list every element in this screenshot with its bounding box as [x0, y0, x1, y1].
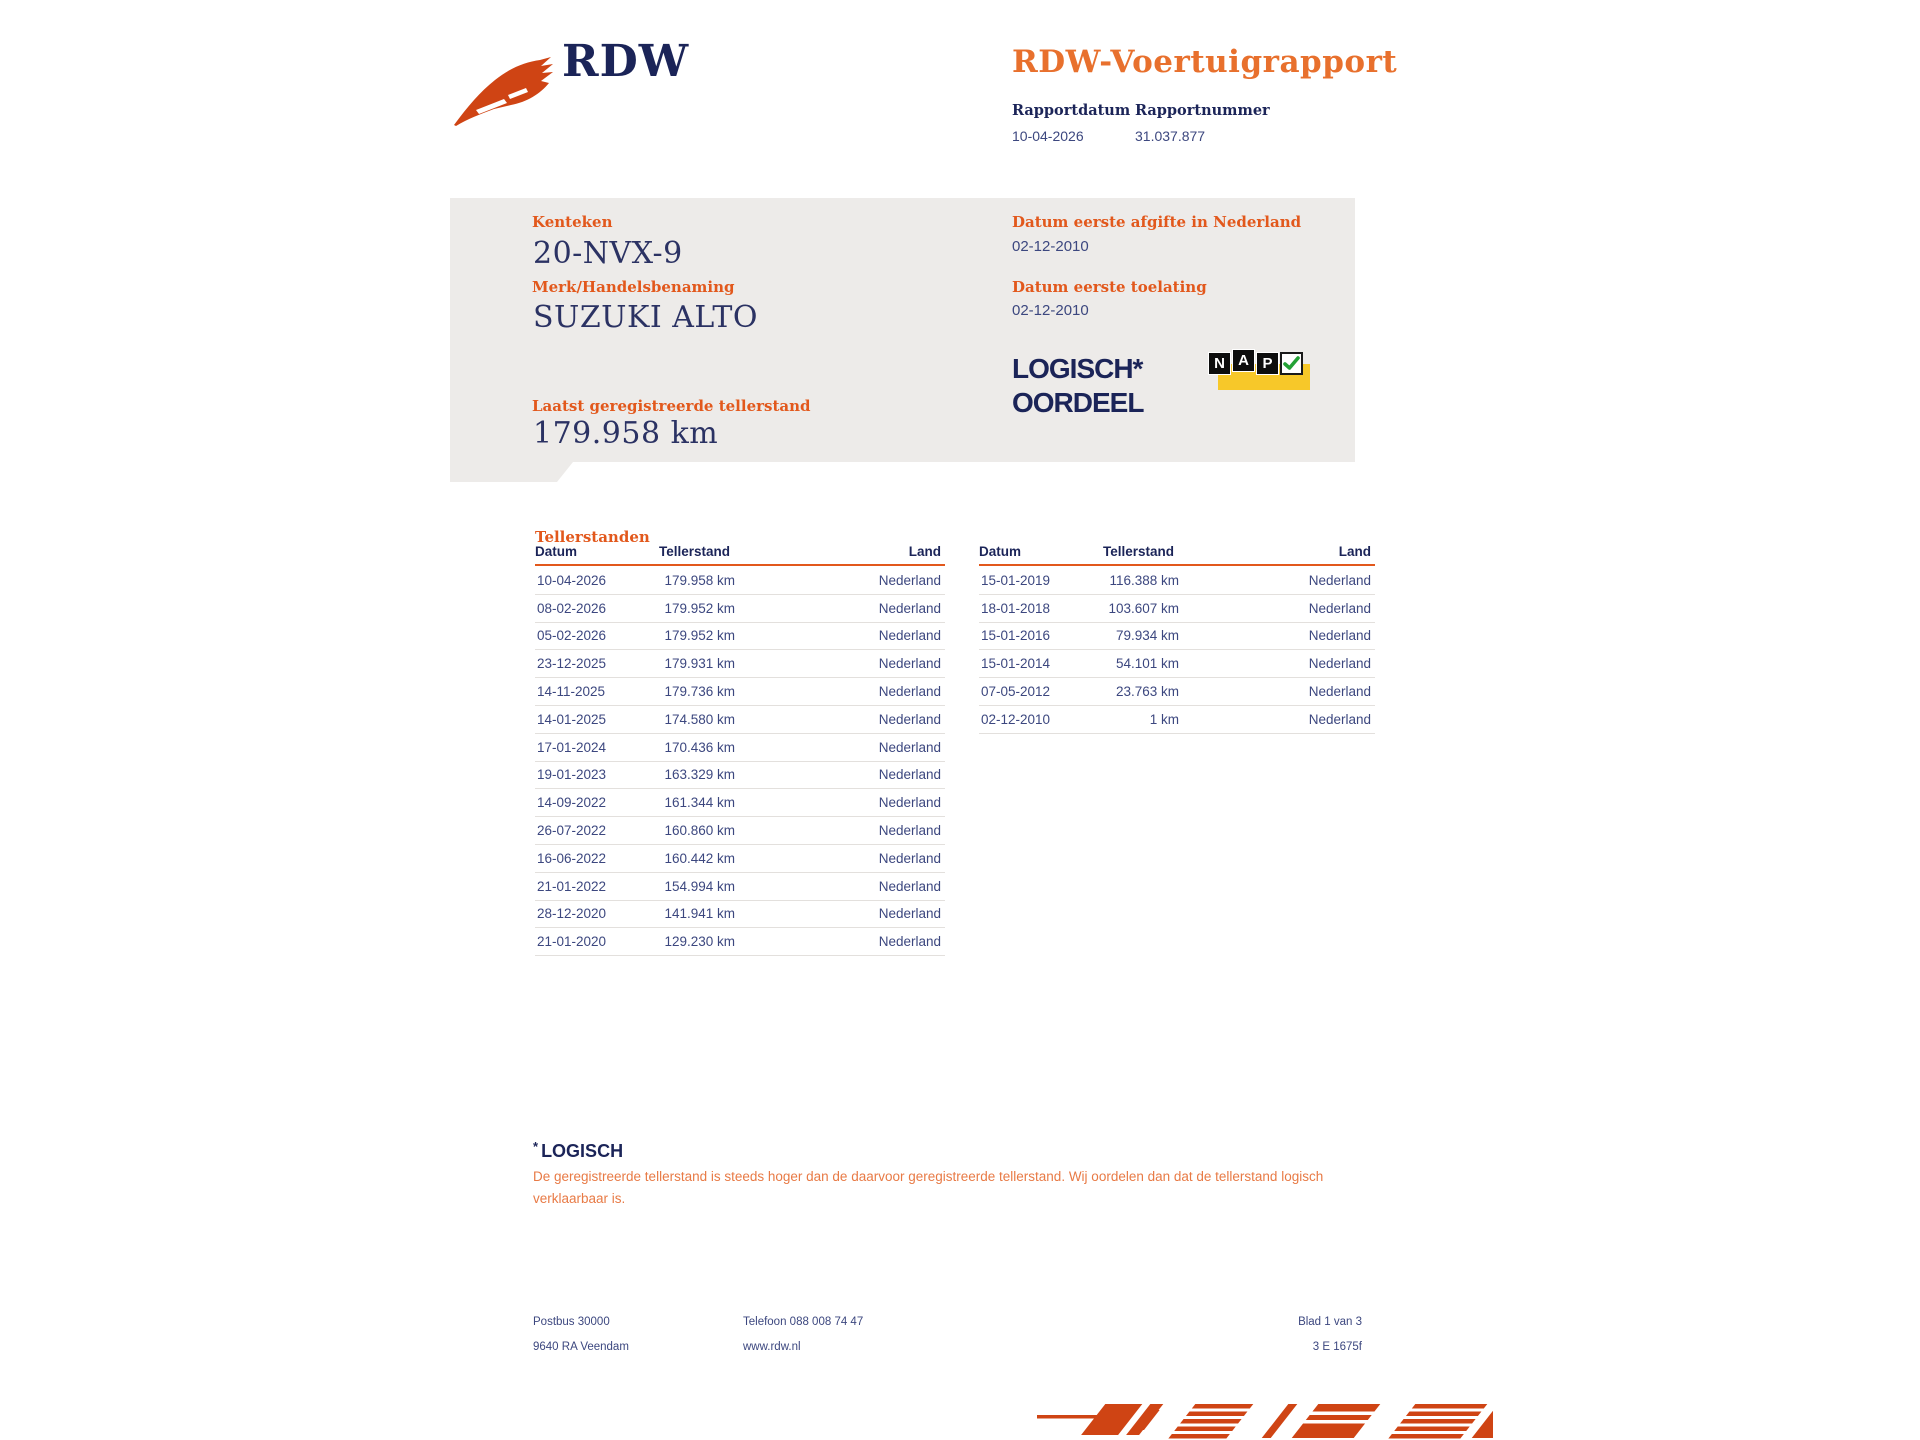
cell-tellerstand: 179.952 km [664, 628, 735, 644]
cell-tellerstand: 179.952 km [664, 600, 735, 616]
footer-stripes-decoration-icon [1035, 1398, 1493, 1440]
table-row [979, 706, 1375, 734]
cell-land: Nederland [878, 906, 941, 922]
cell-land: Nederland [878, 767, 941, 783]
cell-land: Nederland [878, 684, 941, 700]
table-row [979, 650, 1375, 678]
cell-date: 08-02-2026 [537, 600, 607, 616]
cell-tellerstand: 163.329 km [664, 767, 735, 783]
cell-land: Nederland [878, 739, 941, 755]
footer-postbus: Postbus 30000 [533, 1316, 610, 1328]
table-header [535, 544, 945, 566]
table-row [535, 789, 945, 817]
first-issue-label: Datum eerste afgifte in Nederland [1012, 213, 1302, 231]
cell-tellerstand: 103.607 km [1108, 600, 1179, 616]
footer-website: www.rdw.nl [743, 1341, 801, 1353]
cell-land: Nederland [1308, 572, 1371, 588]
cell-date: 23-12-2025 [537, 656, 607, 672]
table-row [535, 650, 945, 678]
cell-tellerstand: 23.763 km [1115, 684, 1179, 700]
column-header-tellerstand: Tellerstand [1103, 544, 1175, 559]
column-header-land: Land [1338, 544, 1371, 559]
license-plate-label: Kenteken [532, 213, 613, 231]
column-header-datum: Datum [535, 544, 578, 559]
footer-address [533, 1316, 629, 1353]
cell-date: 05-02-2026 [537, 628, 607, 644]
cell-land: Nederland [878, 878, 941, 894]
report-date-block [1012, 102, 1130, 144]
nap-letter-n: N [1208, 352, 1231, 375]
table-row [535, 845, 945, 873]
cell-tellerstand: 54.101 km [1115, 656, 1179, 672]
first-admission-label: Datum eerste toelating [1012, 278, 1207, 296]
cell-tellerstand: 179.931 km [664, 656, 735, 672]
cell-date: 07-05-2012 [981, 684, 1051, 700]
table-row [535, 706, 945, 734]
nap-tiles [1208, 352, 1303, 375]
cell-date: 28-12-2020 [537, 906, 607, 922]
cell-date: 14-11-2025 [537, 684, 606, 700]
cell-date: 02-12-2010 [981, 711, 1051, 727]
cell-land: Nederland [1308, 684, 1371, 700]
nap-logo [1208, 350, 1320, 394]
last-odometer-value: 179.958 km [533, 416, 719, 451]
cell-date: 15-01-2014 [981, 656, 1051, 672]
report-number-value: 31.037.877 [1135, 128, 1206, 144]
cell-tellerstand: 79.934 km [1115, 628, 1179, 644]
rdw-feather-logo-icon [450, 52, 555, 130]
cell-date: 21-01-2020 [537, 934, 607, 950]
cell-date: 14-09-2022 [537, 795, 607, 811]
table-row [535, 762, 945, 790]
page-title: RDW-Voertuigrapport [1012, 44, 1398, 80]
tellerstanden-section-label: Tellerstanden [535, 528, 650, 546]
table-row [979, 678, 1375, 706]
cell-tellerstand: 170.436 km [664, 739, 735, 755]
cell-tellerstand: 129.230 km [664, 934, 735, 950]
cell-tellerstand: 179.736 km [664, 684, 735, 700]
table-row [535, 928, 945, 956]
cell-land: Nederland [878, 572, 941, 588]
cell-date: 18-01-2018 [981, 600, 1051, 616]
logisch-footnote-text: De geregistreerde tellerstand is steeds hoger dan de daarvoor geregistreerde tellerstand. Wij oordelen dan dat de tellerstand logisch verklaarbaar is. [533, 1169, 1324, 1206]
footer-pagination [1200, 1316, 1362, 1353]
cell-tellerstand: 160.860 km [664, 823, 735, 839]
rdw-wordmark: RDW [562, 36, 690, 87]
column-header-land: Land [908, 544, 941, 559]
cell-land: Nederland [1308, 711, 1371, 727]
cell-land: Nederland [1308, 600, 1371, 616]
brand-value: SUZUKI ALTO [533, 300, 759, 335]
table-row [979, 567, 1375, 595]
footnote-asterisk: * [533, 1139, 539, 1154]
cell-land: Nederland [878, 628, 941, 644]
cell-date: 17-01-2024 [537, 739, 607, 755]
footer-city: 9640 RA Veendam [533, 1341, 629, 1353]
cell-date: 21-01-2022 [537, 878, 607, 894]
odometer-table-right [979, 544, 1375, 734]
cell-date: 10-04-2026 [537, 572, 607, 588]
verdict-line-1: LOGISCH* [1012, 353, 1143, 384]
license-plate-value: 20-NVX-9 [533, 236, 683, 271]
cell-tellerstand: 154.994 km [664, 878, 735, 894]
cell-tellerstand: 179.958 km [664, 572, 735, 588]
table-row [979, 623, 1375, 651]
column-header-datum: Datum [979, 544, 1022, 559]
cell-date: 15-01-2016 [981, 628, 1051, 644]
cell-land: Nederland [878, 711, 941, 727]
table-body-left [535, 566, 945, 956]
cell-land: Nederland [1308, 656, 1371, 672]
table-row [535, 595, 945, 623]
verdict-line-2: OORDEEL [1012, 387, 1144, 418]
last-odometer-label: Laatst geregistreerde tellerstand [532, 397, 811, 415]
table-row [979, 595, 1375, 623]
logisch-footnote-title [533, 1139, 623, 1162]
cell-tellerstand: 116.388 km [1109, 572, 1179, 588]
cell-land: Nederland [878, 934, 941, 950]
cell-date: 19-01-2023 [537, 767, 607, 783]
table-row [535, 873, 945, 901]
table-row [535, 567, 945, 595]
report-date-label: Rapportdatum [1012, 102, 1131, 119]
footer-phone: Telefoon 088 008 74 47 [743, 1316, 864, 1328]
cell-land: Nederland [1308, 628, 1371, 644]
cell-land: Nederland [878, 795, 941, 811]
table-body-right [979, 566, 1375, 734]
nap-check-icon [1280, 352, 1303, 375]
nap-letter-a: A [1232, 349, 1255, 372]
cell-tellerstand: 161.344 km [664, 795, 735, 811]
first-admission-value: 02-12-2010 [1012, 302, 1089, 319]
footnote-title-text: LOGISCH [541, 1141, 624, 1161]
cell-tellerstand: 1 km [1149, 711, 1179, 727]
cell-land: Nederland [878, 656, 941, 672]
footer-contact [743, 1316, 863, 1353]
table-row [535, 901, 945, 929]
table-row [535, 817, 945, 845]
table-row [535, 734, 945, 762]
table-row [535, 678, 945, 706]
column-header-tellerstand: Tellerstand [659, 544, 731, 559]
report-date-value: 10-04-2026 [1012, 128, 1084, 144]
cell-land: Nederland [878, 823, 941, 839]
cell-tellerstand: 160.442 km [664, 850, 735, 866]
report-number-label: Rapportnummer [1135, 102, 1270, 119]
cell-land: Nederland [878, 850, 941, 866]
footer-doc-code: 3 E 1675f [1312, 1341, 1362, 1353]
first-issue-value: 02-12-2010 [1012, 238, 1089, 255]
cell-land: Nederland [878, 600, 941, 616]
cell-date: 16-06-2022 [537, 850, 607, 866]
nap-letter-p: P [1256, 352, 1279, 375]
report-number-block [1135, 102, 1270, 144]
cell-date: 15-01-2019 [981, 572, 1051, 588]
footer-page-number: Blad 1 van 3 [1298, 1316, 1362, 1328]
brand-label: Merk/Handelsbenaming [532, 278, 735, 296]
odometer-verdict [1012, 352, 1143, 420]
table-header [979, 544, 1375, 566]
odometer-table-left [535, 544, 945, 956]
cell-date: 14-01-2025 [537, 711, 607, 727]
cell-date: 26-07-2022 [537, 823, 607, 839]
table-row [535, 623, 945, 651]
cell-tellerstand: 141.941 km [664, 906, 735, 922]
cell-tellerstand: 174.580 km [664, 711, 735, 727]
